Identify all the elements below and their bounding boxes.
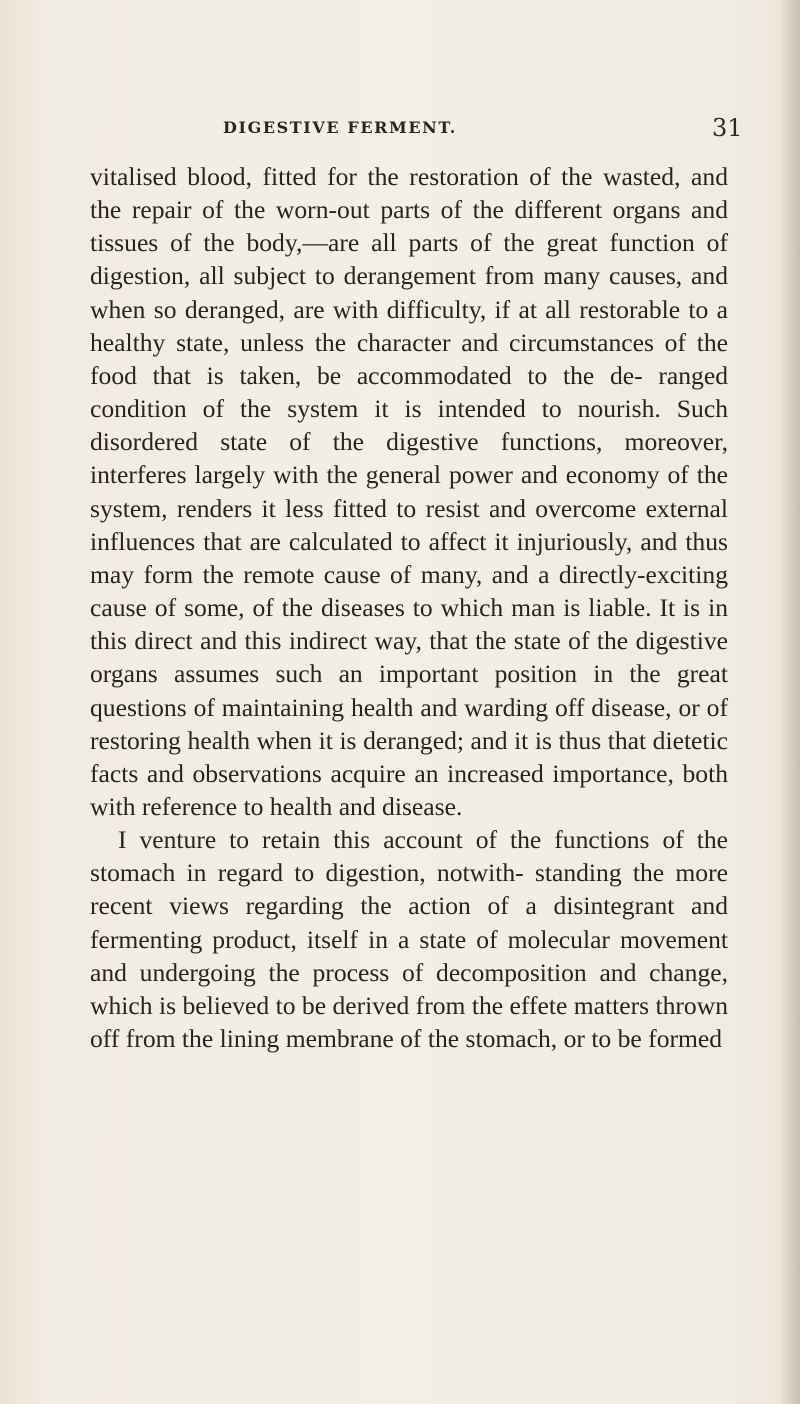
running-title: DIGESTIVE FERMENT. [223, 118, 457, 137]
paragraph: I venture to retain this account of the functions of the stomach in regard to digestion, notwith- standing the more recent views regarding the action of a disintegrant and fermenting product, itself in a state of molecular movement and undergoing the process of decomposition and change, which is believed to be derived from the effete matters thrown off from the lining membrane of the stomach, or to be formed [90, 825, 728, 1054]
page-edge-shadow [780, 0, 800, 1404]
page-header [0, 114, 800, 144]
body-text [90, 160, 728, 1055]
page-number: 31 [712, 114, 743, 142]
paragraph: vitalised blood, fitted for the restoration of the wasted, and the repair of the worn-out parts of the different organs and tissues of the body,—are all parts of the great function of digestion, all subject to derangement from many causes, and when so deranged, are with difficulty, if at all restorable to a healthy state, unless the character and circumstances of the food that is taken, be accommodated to the de- ranged condition of the system it is intended to nourish. Such disordered state of the digestive functions, moreover, interferes largely with the general power and economy of the system, renders it less fitted to resist and overcome external influences that are calculated to affect it injuriously, and thus may form the remote cause of many, and a directly-exciting cause of some, of the diseases to which man is liable. It is in this direct and this indirect way, that the state of the digestive organs assumes such an important position in the great questions of maintaining health and warding off disease, or of restoring health when it is deranged; and it is thus that dietetic facts and observations acquire an increased importance, both with reference to health and disease. [90, 162, 728, 821]
